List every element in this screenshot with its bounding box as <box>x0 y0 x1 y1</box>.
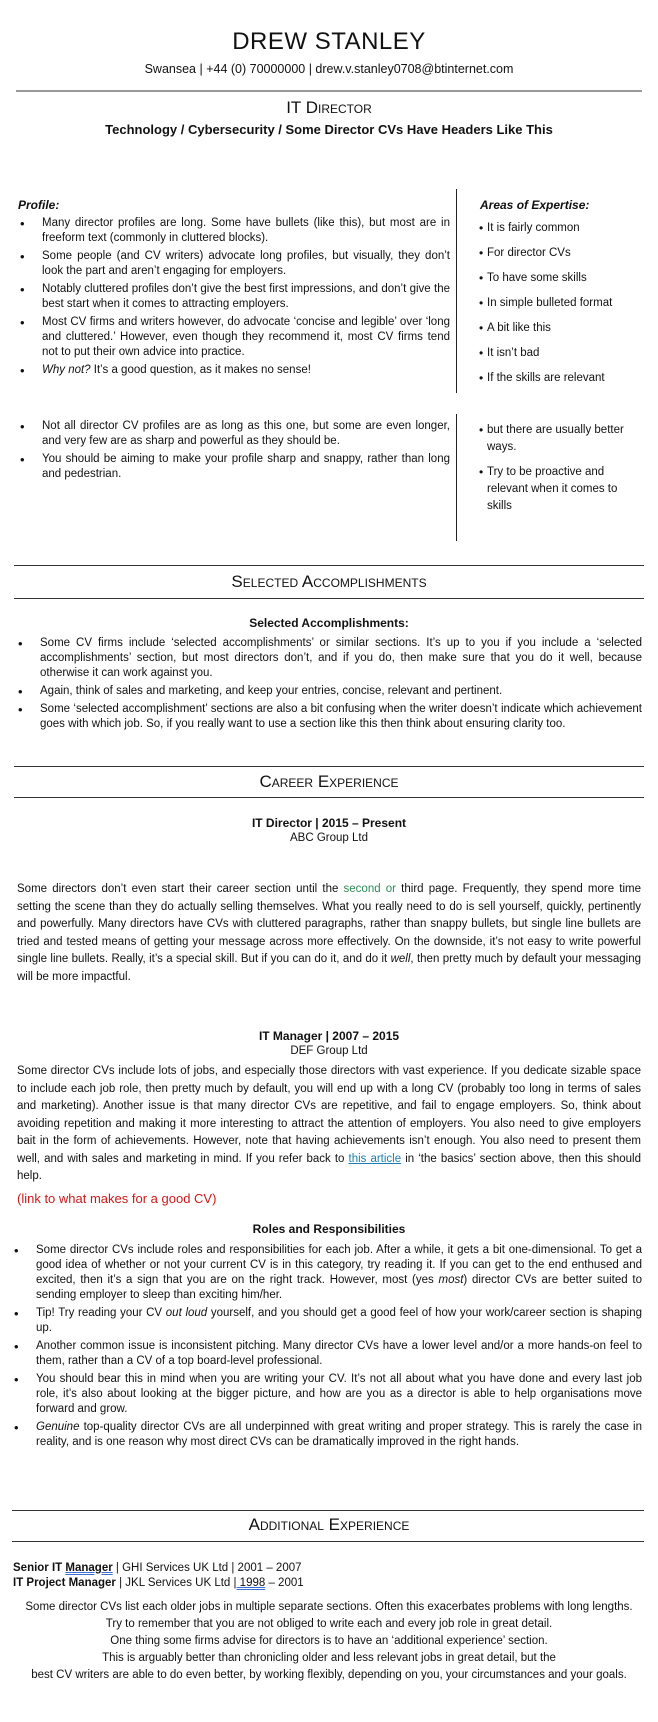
role-item <box>12 1420 642 1450</box>
job2-description <box>17 1063 641 1186</box>
expertise-item: • If the skills are relevant <box>479 370 649 387</box>
additional-paragraph-line: One thing some firms advise for directors is to have an ‘additional experience’ section. <box>110 1635 548 1647</box>
role-text-italic: most <box>438 1274 464 1286</box>
job2-company: DEF Group Ltd <box>290 1045 368 1057</box>
job1-text-italic: well <box>390 953 411 965</box>
additional-job-2 <box>13 1576 304 1591</box>
additional-paragraph-line: Some director CVs list each older jobs in multiple separate sections. Often this exacerbates problems with long lengths. <box>25 1601 633 1613</box>
header-subtitle: Technology / Cybersecurity / Some Director CVs Have Headers Like This <box>105 122 553 137</box>
additional-job-1-details: GHI Services UK Ltd | 2001 – 2007 <box>118 1562 302 1574</box>
red-note: (link to what makes for a good CV) <box>17 1191 217 1206</box>
contact-line: Swansea | +44 (0) 70000000 | drew.v.stanley0708@btinternet.com <box>144 62 514 76</box>
job1-text: third page. Frequently, they spend more time setting the scene than they do actually selling themselves. What you really need to do is sell yourself, quickly, pertinently and powerfully. Many directors have CVs with cluttered paragraphs, rather than snappy bullets, but single line bullets are tried and tested means of getting your message across more effectively. On the downside, it’s not easy to write powerful single line bullets. Really, it’s a special skill. But if you can do it, and do it <box>17 883 641 965</box>
candidate-name: DREW STANLEY <box>232 28 426 55</box>
additional-job-2-details: | JKL Services UK Ltd <box>115 1577 234 1589</box>
profile-divider-top <box>456 189 457 393</box>
job1-text: Some directors don’t even start their career section until the <box>17 883 344 895</box>
career-rule-bottom <box>14 797 644 798</box>
role-item: • Another common issue is inconsistent pitching. Many director CVs have a lower level and/or a more hands-on feel to them, rather than a CV of a top board-level professional. <box>12 1339 642 1369</box>
expertise-item: • In simple bulleted format <box>479 295 649 312</box>
profile-list-top <box>18 216 450 381</box>
additional-rule-bottom <box>12 1541 644 1542</box>
accomplishments-rule-top <box>14 565 644 566</box>
role-text: top-quality director CVs are all underpinned with great writing and proper strategy. This is rarely the case in reality, and is one reason why most direct CVs can be dramatically improved in the right hands. <box>36 1421 642 1448</box>
profile-item: • You should be aiming to make your profile sharp and snappy, rather than long and pedestrian. <box>18 452 450 482</box>
profile-item: • Not all director CV profiles are as long as this one, but some are even longer, and very few are as sharp and powerful as they should be. <box>18 419 450 449</box>
additional-paragraph <box>20 1599 638 1684</box>
additional-job-1 <box>13 1561 302 1576</box>
accomplishment-item: • Some CV firms include ‘selected accomplishments’ or similar sections. It’s up to you if you include a ‘selected accomplishments’ section, but most directors don’t, and if you do, then make sure that you do it well, because otherwise it can work against you. <box>16 636 642 681</box>
accomplishments-rule-bottom <box>14 598 644 599</box>
profile-divider-bottom <box>456 414 457 541</box>
roles-list <box>12 1243 642 1453</box>
expertise-item: • but there are usually better ways. <box>479 422 639 456</box>
role-item: • You should bear this in mind when you are writing your CV. It’s not all about what you have done and every last job role, it’s also about looking at the bigger picture, and how are you as a director is able to help organisations move forward and grow. <box>12 1372 642 1417</box>
profile-item: • Notably cluttered profiles don’t give the best first impressions, and don’t give the best start when it comes to attracting employers. <box>18 282 450 312</box>
profile-item-italic: Why not? <box>42 364 91 376</box>
profile-item: • Most CV firms and writers however, do advocate ‘concise and legible’ over ‘long and cluttered.’ However, even though they recommend it, most CV firms tend not to put their own advice into practice. <box>18 315 450 360</box>
article-link[interactable]: this article <box>348 1152 402 1165</box>
job2-title: IT Manager | 2007 – 2015 <box>258 1029 400 1043</box>
additional-job-1-sep: | <box>112 1562 119 1574</box>
header-rule <box>16 90 642 92</box>
role-text: yourself, and you should get a good feel of how your work/career section is shaping up. <box>36 1307 642 1334</box>
accomplishments-heading: Selected Accomplishments <box>231 572 427 591</box>
expertise-label: Areas of Expertise: <box>480 198 590 212</box>
role-text-italic: Genuine <box>36 1421 80 1433</box>
job1-title: IT Director | 2015 – Present <box>251 816 407 830</box>
job1-company: ABC Group Ltd <box>290 832 368 844</box>
accomplishment-item: • Some ‘selected accomplishment’ sections are also a bit confusing when the writer doesn’t indicate which achievement goes with which job. So, if you really want to use a section like this then think about ensuring clarity too. <box>16 702 642 732</box>
accomplishments-subheading: Selected Accomplishments: <box>249 616 409 630</box>
job1-description <box>17 881 641 986</box>
role-item <box>12 1243 642 1303</box>
career-rule-top <box>14 766 644 767</box>
job2-text: Some director CVs include lots of jobs, and especially those directors with vast experience. If you dedicate sizable space to include each job role, then pretty much by default, you will end up with a long CV (probably too long in terms of sales and marketing). Another issue is that many director CVs are repetitive, and fail to engage employers. So, think about avoiding repetition and making it more interesting to attract the attention of employers. You also need to give employers bait in the form of achievements. However, note that having achievements isn’t enough. You also need to present them well, and with sales and marketing in mind. If you refer back to <box>17 1065 641 1165</box>
job-title: IT Director <box>286 98 372 117</box>
expertise-list-bottom <box>479 422 639 515</box>
accomplishments-list <box>16 636 642 735</box>
expertise-item: • To have some skills <box>479 270 649 287</box>
job1-text: , then pretty much by default your messaging will be more impactful. <box>17 953 641 983</box>
profile-item: • Some people (and CV writers) advocate long profiles, but visually, they don’t look the part and aren’t engaging for employers. <box>18 249 450 279</box>
additional-job-2-year: | 1998 <box>233 1577 266 1589</box>
additional-rule-top <box>12 1510 644 1511</box>
additional-paragraph-line: This is arguably better than chronicling older and less relevant jobs in great detail, but the <box>102 1652 556 1664</box>
role-text: ) director CVs are better suited to sending employer to sleep than exciting him/her. <box>36 1274 642 1301</box>
profile-item: • Many director profiles are long. Some have bullets (like this), but most are in freeform text (commonly in cluttered blocks). <box>18 216 450 246</box>
role-text: Some director CVs include roles and responsibilities for each job. After a while, it gets a bit one-dimensional. To get a good idea of whether or not your current CV is in this category, try reading it. If you can get to the end enthused and excited, then it’s a sign that you are on the right track. However, most (yes <box>36 1244 642 1286</box>
additional-job-2-title: IT Project Manager <box>13 1577 116 1589</box>
job1-text-highlight: second or <box>343 883 397 895</box>
roles-heading: Roles and Responsibilities <box>252 1222 406 1236</box>
additional-job-1-title: Senior IT <box>13 1562 66 1574</box>
role-text-italic: out loud <box>165 1307 208 1319</box>
expertise-item: • Try to be proactive and relevant when it comes to skills <box>479 464 639 515</box>
accomplishment-item: • Again, think of sales and marketing, and keep your entries, concise, relevant and pertinent. <box>16 684 642 699</box>
expertise-item: • A bit like this <box>479 320 649 337</box>
additional-paragraph-line: Try to remember that you are not obliged to write each and every job role in great detail. <box>105 1618 553 1630</box>
profile-list-bottom <box>18 419 450 485</box>
career-heading: Career Experience <box>259 772 399 791</box>
profile-item-rest: It’s a good question, as it makes no sense! <box>90 364 311 376</box>
job2-text: in ‘the basics’ section above, then this should help. <box>17 1152 641 1182</box>
additional-job-1-title: Manager <box>65 1562 113 1574</box>
role-item <box>12 1306 642 1336</box>
role-text: Tip! Try reading your CV <box>36 1307 166 1319</box>
profile-label: Profile: <box>18 198 60 212</box>
additional-paragraph-line: best CV writers are able to do even better, by working flexibly, depending on you, your circumstances and your goals. <box>31 1669 627 1681</box>
expertise-item: • It isn’t bad <box>479 345 649 362</box>
additional-job-2-details: – 2001 <box>265 1577 304 1589</box>
profile-item <box>18 363 450 378</box>
expertise-item: • It is fairly common <box>479 220 649 237</box>
expertise-item: • For director CVs <box>479 245 649 262</box>
expertise-list-top <box>479 220 649 395</box>
additional-heading: Additional Experience <box>248 1515 410 1534</box>
